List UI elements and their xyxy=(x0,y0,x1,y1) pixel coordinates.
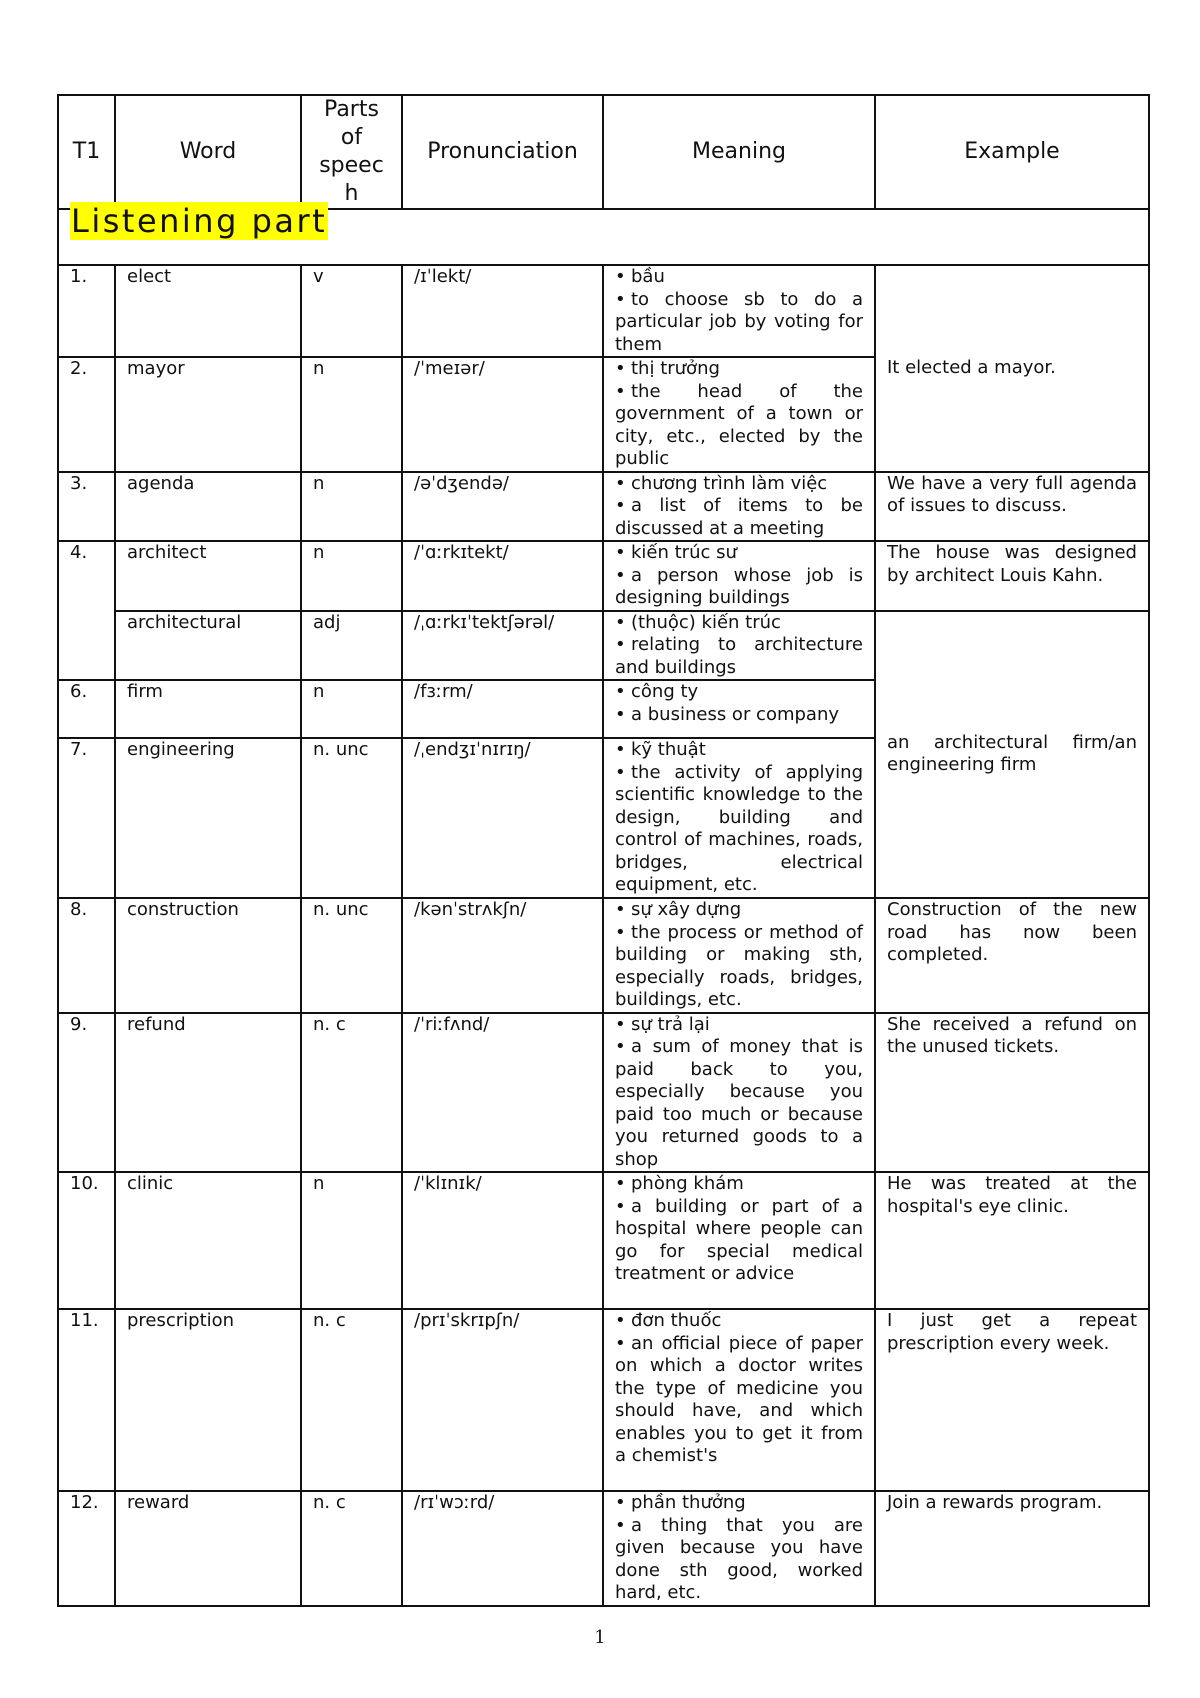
word-cell: architectural xyxy=(115,611,301,681)
meaning-vietnamese: đơn thuốc xyxy=(631,1310,722,1331)
meaning-cell xyxy=(603,472,875,542)
pos-cell: n xyxy=(301,1172,402,1309)
pos-cell: n xyxy=(301,541,402,611)
pos-cell: n xyxy=(301,472,402,542)
meaning-vietnamese: thị trưởng xyxy=(631,358,720,379)
meaning-vietnamese: (thuộc) kiến trúc xyxy=(631,611,781,633)
meaning-cell xyxy=(603,738,875,898)
bullet-icon: • xyxy=(615,739,626,760)
header-row xyxy=(58,95,1149,209)
row-number: 10. xyxy=(58,1172,115,1309)
pronunciation-cell: /prɪˈskrɪpʃn/ xyxy=(402,1309,603,1491)
bullet-icon: • xyxy=(615,1514,626,1536)
table-row xyxy=(58,541,1149,611)
meaning-cell xyxy=(603,680,875,738)
pos-cell: v xyxy=(301,265,402,357)
bullet-icon: • xyxy=(615,564,626,586)
word-cell: elect xyxy=(115,265,301,357)
meaning-english: a sum of money that is paid back to you, especially because you paid too much or because you returned goods to a shop xyxy=(615,1036,863,1170)
meaning-english: an official piece of paper on which a doctor writes the type of medicine you should have, and which enables you to get it from a chemist's xyxy=(615,1332,863,1466)
table-row xyxy=(58,472,1149,542)
meaning-cell xyxy=(603,611,875,681)
word-cell: mayor xyxy=(115,357,301,472)
row-number: 6. xyxy=(58,680,115,738)
header-pronunciation: Pronunciation xyxy=(402,95,603,209)
section-title: Listening part xyxy=(71,202,328,240)
bullet-icon: • xyxy=(615,921,626,943)
bullet-icon: • xyxy=(615,899,626,920)
word-cell: refund xyxy=(115,1013,301,1173)
pos-cell: n. unc xyxy=(301,738,402,898)
pronunciation-cell: /ˈriːfʌnd/ xyxy=(402,1013,603,1173)
meaning-vietnamese: bầu xyxy=(631,266,665,287)
bullet-icon: • xyxy=(615,611,626,633)
meaning-cell xyxy=(603,265,875,357)
meaning-cell xyxy=(603,357,875,472)
example-cell: I just get a repeat prescription every week. xyxy=(875,1309,1149,1491)
bullet-icon: • xyxy=(615,634,626,655)
bullet-icon: • xyxy=(615,288,626,310)
meaning-cell xyxy=(603,1013,875,1173)
pronunciation-cell: /ˌendʒɪˈnɪrɪŋ/ xyxy=(402,738,603,898)
meaning-vietnamese: phần thưởng xyxy=(631,1492,746,1513)
meaning-english: the process or method of building or making sth, especially roads, bridges, buildings, etc. xyxy=(615,921,863,1010)
meaning-cell xyxy=(603,1172,875,1309)
bullet-icon: • xyxy=(615,266,626,287)
example-cell: Construction of the new road has now been completed. xyxy=(875,898,1149,1013)
table-row xyxy=(58,1013,1149,1173)
bullet-icon: • xyxy=(615,1173,626,1194)
header-t1: T1 xyxy=(58,95,115,209)
meaning-english: the head of the government of a town or city, etc., elected by the public xyxy=(615,380,863,469)
pronunciation-cell: /ˈmeɪər/ xyxy=(402,357,603,472)
pos-cell: n. c xyxy=(301,1013,402,1173)
row-number: 8. xyxy=(58,898,115,1013)
pos-cell: n xyxy=(301,357,402,472)
word-cell: architect xyxy=(115,541,301,611)
pronunciation-cell: /rɪˈwɔːrd/ xyxy=(402,1491,603,1606)
section-row xyxy=(58,209,1149,265)
pronunciation-cell: /ˈklɪnɪk/ xyxy=(402,1172,603,1309)
word-cell: prescription xyxy=(115,1309,301,1491)
bullet-icon: • xyxy=(615,1013,626,1035)
pos-cell: adj xyxy=(301,611,402,681)
example-cell: He was treated at the hospital's eye clinic. xyxy=(875,1172,1149,1309)
header-example: Example xyxy=(875,95,1149,209)
meaning-vietnamese: chương trình làm việc xyxy=(631,472,828,494)
bullet-icon: • xyxy=(615,761,626,783)
meaning-cell xyxy=(603,1491,875,1606)
pronunciation-cell: /əˈdʒendə/ xyxy=(402,472,603,542)
pronunciation-cell: /fɜːrm/ xyxy=(402,680,603,738)
header-parts-of-speech: Parts of speec h xyxy=(301,95,402,209)
pronunciation-cell: /ˌɑːrkɪˈtektʃərəl/ xyxy=(402,611,603,681)
bullet-icon: • xyxy=(615,681,626,702)
meaning-vietnamese: kiến trúc sư xyxy=(631,542,737,563)
header-meaning: Meaning xyxy=(603,95,875,209)
row-number: 4. xyxy=(58,541,115,680)
meaning-english: a thing that you are given because you have done sth good, worked hard, etc. xyxy=(615,1514,863,1603)
pronunciation-cell: /kənˈstrʌkʃn/ xyxy=(402,898,603,1013)
row-number: 2. xyxy=(58,357,115,472)
bullet-icon: • xyxy=(615,1036,626,1057)
vocabulary-table xyxy=(57,94,1150,1607)
meaning-vietnamese: công ty xyxy=(631,681,699,702)
pronunciation-cell: /ˈɑːrkɪtekt/ xyxy=(402,541,603,611)
meaning-vietnamese: sự xây dựng xyxy=(631,899,742,920)
table-row xyxy=(58,1309,1149,1491)
bullet-icon: • xyxy=(615,495,626,516)
example-cell: We have a very full agenda of issues to discuss. xyxy=(875,472,1149,542)
word-cell: clinic xyxy=(115,1172,301,1309)
table-row xyxy=(58,1491,1149,1606)
bullet-icon: • xyxy=(615,1332,626,1354)
meaning-cell xyxy=(603,898,875,1013)
example-cell: Join a rewards program. xyxy=(875,1491,1149,1606)
pos-cell: n. c xyxy=(301,1309,402,1491)
pos-cell: n. c xyxy=(301,1491,402,1606)
meaning-cell xyxy=(603,541,875,611)
meaning-english: a list of items to be discussed at a meeting xyxy=(615,495,863,539)
word-cell: agenda xyxy=(115,472,301,542)
meaning-english: relating to architecture and buildings xyxy=(615,634,863,678)
meaning-english: a business or company xyxy=(631,703,840,725)
example-cell: The house was designed by architect Louis Kahn. xyxy=(875,541,1149,611)
meaning-vietnamese: phòng khám xyxy=(631,1173,744,1194)
meaning-cell xyxy=(603,1309,875,1491)
pronunciation-cell: /ɪˈlekt/ xyxy=(402,265,603,357)
meaning-english: to choose sb to do a particular job by voting for them xyxy=(615,288,863,355)
word-cell: engineering xyxy=(115,738,301,898)
example-cell: an architectural firm/an engineering firm xyxy=(875,611,1149,899)
bullet-icon: • xyxy=(615,472,626,494)
pos-cell: n. unc xyxy=(301,898,402,1013)
example-cell: It elected a mayor. xyxy=(875,265,1149,472)
meaning-vietnamese: kỹ thuật xyxy=(631,739,706,760)
table-row xyxy=(58,265,1149,357)
bullet-icon: • xyxy=(615,1195,626,1217)
bullet-icon: • xyxy=(615,1310,626,1331)
row-number: 11. xyxy=(58,1309,115,1491)
bullet-icon: • xyxy=(615,542,626,563)
table-row xyxy=(58,898,1149,1013)
meaning-english: a building or part of a hospital where people can go for special medical treatment or advice xyxy=(615,1195,863,1284)
bullet-icon: • xyxy=(615,380,626,402)
row-number: 3. xyxy=(58,472,115,542)
row-number: 1. xyxy=(58,265,115,357)
bullet-icon: • xyxy=(615,1492,626,1513)
table-row xyxy=(58,1172,1149,1309)
pos-cell: n xyxy=(301,680,402,738)
meaning-english: the activity of applying scientific knowledge to the design, building and control of machines, roads, bridges, electrical equipment, etc. xyxy=(615,761,863,895)
example-cell: She received a refund on the unused tickets. xyxy=(875,1013,1149,1173)
meaning-vietnamese: sự trả lại xyxy=(631,1013,710,1035)
page-number: 1 xyxy=(594,1627,606,1648)
table-row xyxy=(58,611,1149,681)
meaning-english: a person whose job is designing buildings xyxy=(615,564,863,608)
header-word: Word xyxy=(115,95,301,209)
word-cell: reward xyxy=(115,1491,301,1606)
row-number: 9. xyxy=(58,1013,115,1173)
row-number: 7. xyxy=(58,738,115,898)
word-cell: firm xyxy=(115,680,301,738)
word-cell: construction xyxy=(115,898,301,1013)
bullet-icon: • xyxy=(615,358,626,379)
bullet-icon: • xyxy=(615,703,626,725)
row-number: 12. xyxy=(58,1491,115,1606)
